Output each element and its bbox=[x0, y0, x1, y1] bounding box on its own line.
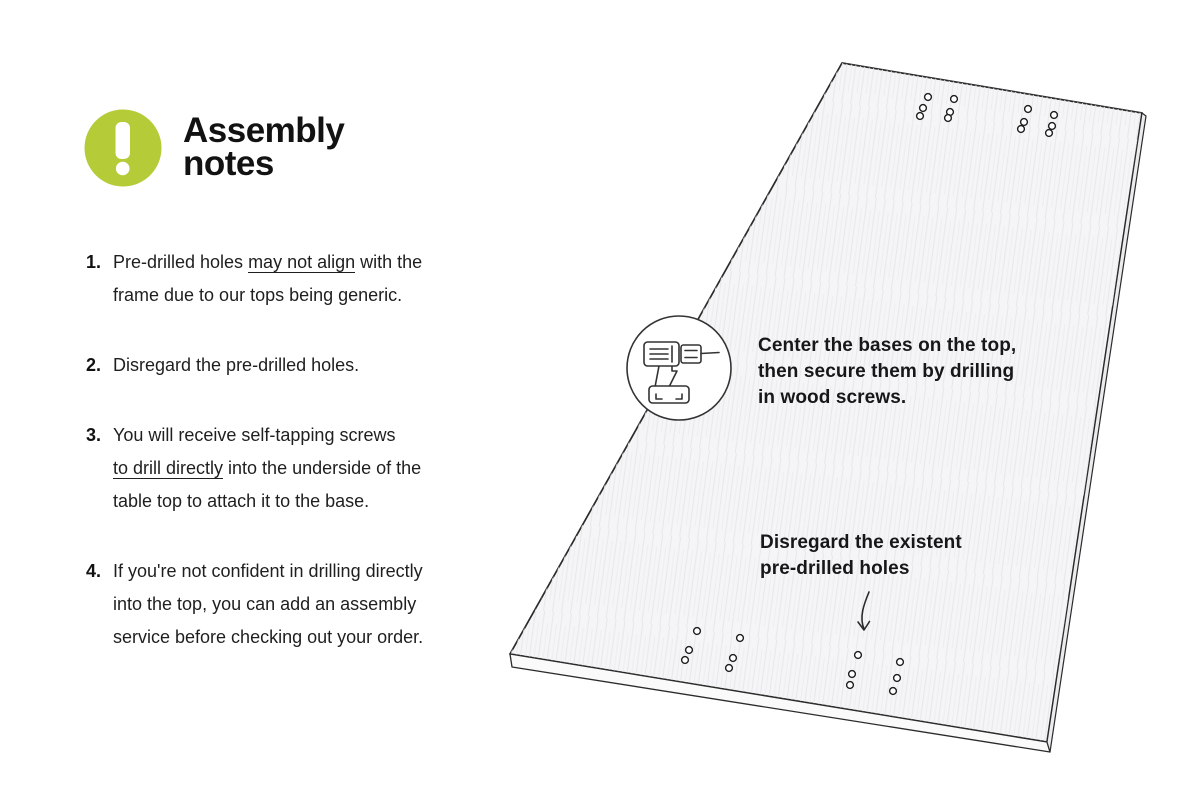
pre-drilled-hole bbox=[686, 647, 693, 654]
pre-drilled-hole bbox=[730, 655, 737, 662]
pre-drilled-hole bbox=[1018, 126, 1025, 133]
note-number: 1. bbox=[86, 252, 102, 272]
page-title-line1: Assembly bbox=[183, 111, 345, 150]
note-text-line: Pre-drilled holes may not align with the bbox=[113, 252, 423, 272]
note-text-line: to drill directly into the underside of the bbox=[113, 458, 422, 478]
holes-callout-text bbox=[760, 530, 962, 582]
holes-callout-line1: Disregard the existent bbox=[760, 532, 962, 553]
pre-drilled-hole bbox=[694, 628, 701, 635]
pre-drilled-hole bbox=[890, 688, 897, 695]
pre-drilled-hole bbox=[726, 665, 733, 672]
pre-drilled-hole bbox=[1046, 130, 1053, 137]
note-text-line: You will receive self-tapping screws bbox=[113, 425, 396, 445]
pre-drilled-hole bbox=[925, 94, 932, 101]
note-number: 3. bbox=[86, 425, 102, 445]
pre-drilled-hole bbox=[855, 652, 862, 659]
pre-drilled-hole bbox=[917, 113, 924, 120]
pre-drilled-hole bbox=[1025, 106, 1032, 113]
pre-drilled-hole bbox=[920, 105, 927, 112]
pre-drilled-hole bbox=[737, 635, 744, 642]
note-text-line: frame due to our tops being generic. bbox=[113, 285, 403, 305]
note-text-line: table top to attach it to the base. bbox=[113, 491, 370, 511]
holes-callout-line2: pre-drilled holes bbox=[760, 558, 910, 579]
pre-drilled-hole bbox=[951, 96, 958, 103]
note-text-line: Disregard the pre-drilled holes. bbox=[113, 355, 360, 375]
note-text-line: If you're not confident in drilling directly bbox=[113, 561, 423, 581]
pre-drilled-hole bbox=[1021, 119, 1028, 126]
drill-callout-line1: Center the bases on the top, bbox=[758, 335, 1017, 356]
pre-drilled-hole bbox=[847, 682, 854, 689]
note-number: 4. bbox=[86, 561, 102, 581]
drill-callout-text bbox=[758, 333, 1016, 411]
pre-drilled-hole bbox=[849, 671, 856, 678]
pre-drilled-hole bbox=[897, 659, 904, 666]
pre-drilled-hole bbox=[1051, 112, 1058, 119]
drill-callout-circle bbox=[627, 316, 731, 420]
pre-drilled-hole bbox=[1049, 123, 1056, 130]
note-number: 2. bbox=[86, 355, 102, 375]
note-text-line: service before checking out your order. bbox=[113, 627, 424, 647]
drill-callout-line3: in wood screws. bbox=[758, 387, 907, 408]
drill-callout-line2: then secure them by drilling bbox=[758, 361, 1015, 382]
pre-drilled-hole bbox=[894, 675, 901, 682]
pre-drilled-hole bbox=[945, 115, 952, 122]
note-text-line: into the top, you can add an assembly bbox=[113, 594, 417, 614]
page-title-line2: notes bbox=[183, 144, 274, 183]
pre-drilled-hole bbox=[682, 657, 689, 664]
